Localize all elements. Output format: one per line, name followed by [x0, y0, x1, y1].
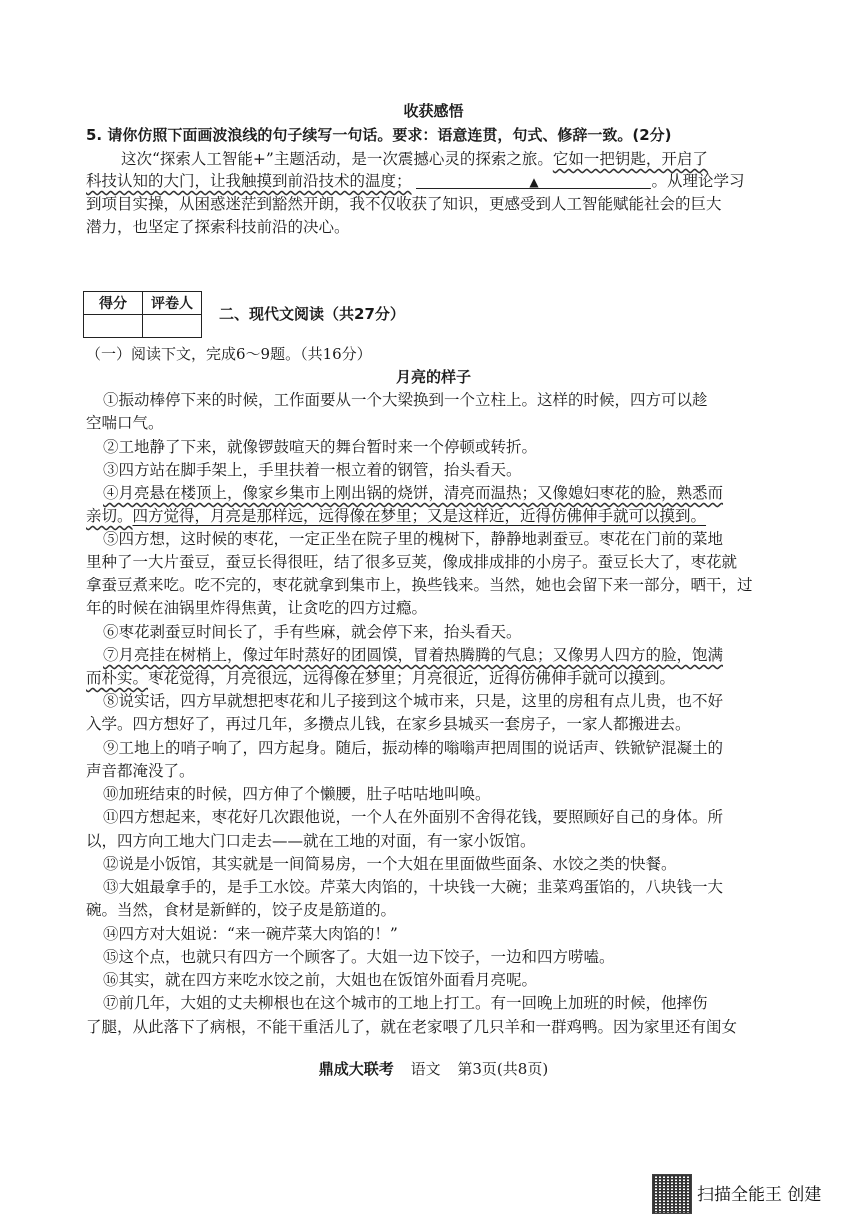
paragraph-1-line1: ①振动棒停下来的时候，工作面要从一个大梁换到一个立柱上。这样的时候，四方可以趁 [103, 391, 708, 409]
paragraph-7-rest: 枣花觉得，月亮很远，远得像在梦里；月亮很近，近得仿佛伸手就可以摸到。 [148, 669, 676, 687]
paragraph-11-line1: ⑪四方想起来，枣花好几次跟他说，一个人在外面别不舍得花钱，要照顾好自己的身体。所 [103, 808, 724, 826]
blank-triangle-mark: ▲ [529, 175, 539, 189]
paragraph-4-rest: 四方觉得，月亮是那样远，远得像在梦里；又是这样近，近得仿佛伸手就可以摸到。 [132, 507, 707, 525]
paragraph-1-line2: 空喘口气。 [86, 414, 164, 432]
part1-instruction: （一）阅读下文，完成6～9题。（共16分） [86, 345, 372, 363]
paragraph-4-line1: ④月亮悬在楼顶上，像家乡集市上刚出锅的烧饼，清亮而温热；又像媳妇枣花的脸，熟悉而 [103, 484, 724, 502]
score-cell[interactable] [84, 315, 143, 338]
paragraph-5-line3: 拿蚕豆煮来吃。吃不完的，枣花就拿到集市上，换些钱来。当然，她也会留下来一部分，晒干，过 [86, 576, 753, 594]
page-footer [0, 1058, 867, 1079]
paragraph-11-line2: 以，四方向工地大门口走去——就在工地的对面，有一家小饭馆。 [86, 832, 536, 850]
q5-text-line1 [121, 148, 708, 170]
q5-wavy-line1: 它如一把钥匙，开启了 [552, 150, 708, 168]
qr-code-icon [652, 1174, 692, 1214]
paragraph-8-line2: 入学。四方想好了，再过几年，多攒点儿钱，在家乡县城买一套房子，一家人都搬进去。 [86, 715, 691, 733]
paragraph-4-line2 [86, 505, 706, 527]
paragraph-10: ⑩加班结束的时候，四方伸了个懒腰，肚子咕咕地叫唤。 [103, 785, 491, 803]
paragraph-9-line2: 声音都淹没了。 [86, 762, 195, 780]
q5-wavy-line2: 科技认知的大门，让我触摸到前沿技术的温度； [86, 172, 412, 190]
paragraph-17-line2: 了腿，从此落下了病根，不能干重活儿了，就在老家喂了几只羊和一群鸡鸭。因为家里还有闺女 [86, 1018, 738, 1036]
paragraph-14: ⑭四方对大姐说：“来一碗芹菜大肉馅的！” [103, 925, 398, 943]
article-title: 月亮的样子 [395, 368, 471, 386]
paragraph-7-line1: ⑦月亮挂在树梢上，像过年时蒸好的团圆馍，冒着热腾腾的气息；又像男人四方的脸，饱满 [103, 646, 724, 664]
paragraph-5-line4: 年的时候在油锅里炸得焦黄，让贪吃的四方过瘾。 [86, 599, 428, 617]
paragraph-8-line1: ⑧说实话，四方早就想把枣花和儿子接到这个城市来，只是，这里的房租有点儿贵，也不好 [103, 692, 724, 710]
paragraph-4-wavy-end: 亲切。 [86, 507, 133, 525]
paragraph-12: ⑫说是小饭馆，其实就是一间简易房，一个大姐在里面做些面条、水饺之类的快餐。 [103, 855, 677, 873]
page-number: 第3页(共8页) [457, 1060, 549, 1078]
paragraph-13-line1: ⑬大姐最拿手的，是手工水饺。芹菜大肉馅的，十块钱一大碗；韭菜鸡蛋馅的，八块钱一大 [103, 878, 724, 896]
q5-text-line3: 到项目实操，从困惑迷茫到豁然开朗，我不仅收获了知识，更感受到人工智能赋能社会的巨大 [86, 195, 722, 213]
paragraph-6: ⑥枣花剥蚕豆时间长了，手有些麻，就会停下来，抬头看天。 [103, 623, 522, 641]
paragraph-16: ⑯其实，就在四方来吃水饺之前，大姐也在饭馆外面看月亮呢。 [103, 971, 538, 989]
paragraph-13-line2: 碗。当然，食材是新鲜的，饺子皮是筋道的。 [86, 901, 397, 919]
grader-cell[interactable] [143, 315, 202, 338]
question-5-prompt: 5. 请你仿照下面画波浪线的句子续写一句话。要求：语意连贯，句式、修辞一致。(2分) [86, 126, 672, 144]
grader-label: 评卷人 [143, 292, 202, 315]
exam-name: 鼎成大联考 [318, 1060, 394, 1078]
paragraph-17-line1: ⑰前几年，大姐的丈夫柳根也在这个城市的工地上打工。有一回晚上加班的时候，他摔伤 [103, 994, 708, 1012]
paragraph-5-line1: ⑤四方想，这时候的枣花，一定正坐在院子里的槐树下，静静地剥蚕豆。枣花在门前的菜地 [103, 530, 724, 548]
q5-line2-end: 。从理论学习 [651, 172, 745, 190]
paragraph-5-line2: 里种了一大片蚕豆，蚕豆长得很旺，结了很多豆荚，像成排成排的小房子。蚕豆长大了，枣花就 [86, 553, 738, 571]
paragraph-7-line2 [86, 667, 675, 689]
scanner-watermark: 扫描全能王 创建 [697, 1185, 822, 1205]
subject-name: 语文 [410, 1060, 441, 1078]
section-title: 二、现代文阅读（共27分） [219, 305, 405, 323]
q5-line1-text: 这次“探索人工智能+”主题活动，是一次震撼心灵的探索之旅。 [121, 150, 553, 168]
paragraph-2: ②工地静了下来，就像锣鼓喧天的舞台暂时来一个停顿或转折。 [103, 438, 538, 456]
score-table [83, 291, 202, 338]
paragraph-7-wavy-end: 而朴实。 [86, 669, 149, 687]
paragraph-15: ⑮这个点，也就只有四方一个顾客了。大姐一边下饺子，一边和四方唠嗑。 [103, 948, 615, 966]
score-label: 得分 [84, 292, 143, 315]
paragraph-3: ③四方站在脚手架上，手里扶着一根立着的钢管，抬头看天。 [103, 461, 522, 479]
q5-text-line2 [86, 170, 744, 192]
paragraph-9-line1: ⑨工地上的哨子响了，四方起身。随后，振动棒的嗡嗡声把周围的说话声、铁锨铲混凝土的 [103, 739, 724, 757]
harvest-heading: 收获感悟 [403, 102, 464, 120]
q5-text-line4: 潜力，也坚定了探索科技前沿的决心。 [86, 218, 350, 236]
q5-answer-blank[interactable] [416, 170, 651, 189]
